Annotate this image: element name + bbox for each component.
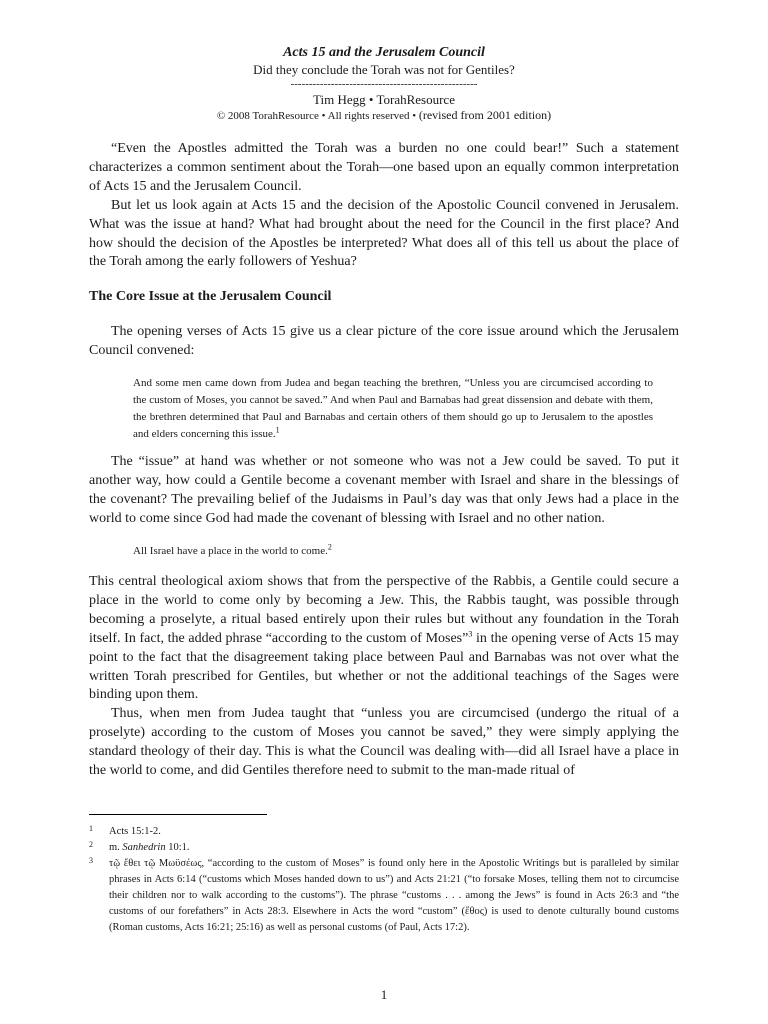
intro-paragraph-1: “Even the Apostles admitted the Torah was a burden no one could bear!” Such a statement characterizes a common sentiment about the Torah—one based upon an equally common interpretation of Acts 15 and the Jerusalem Council. (89, 141, 679, 194)
paragraph-text: in the opening verse of Acts 15 may point to the fact that the disagreement taking place between Paul and Barnabas was not over what the written Torah prescribed for Gentiles, but whether or not the additional teachings of the Sages were binding upon them. (89, 630, 680, 703)
author-line: Tim Hegg • TorahResource (313, 92, 455, 107)
block-quote-text: All Israel have a place in the world to come. (133, 544, 328, 557)
tractate-name: Sanhedrin (122, 842, 166, 853)
footnote-3 (89, 856, 679, 936)
block-quote-acts (133, 375, 653, 442)
footnote-ref-2[interactable]: 2 (327, 542, 332, 552)
copyright-text: © 2008 TorahResource • All rights reserved • (216, 110, 417, 122)
document-subtitle: Did they conclude the Torah was not for Gentiles? (253, 62, 515, 77)
header-rule: --------------------------------------------------- (290, 78, 478, 90)
footnote-text: τῷ ἔθει τῷ Μωϋσέως, “according to the custom of Moses” is found only here in the Apostolic Writings but is paralleled by similar phrases in Acts 6:14 (“customs which Moses handed down to us”) and Acts 21:21 (“to forsake Moses, telling them not to circumcise their children nor to walk according to the customs”). The phrase “customs . . . among the Jews” is found in Acts 26:3 and “the customs of our forefathers” in Acts 28:3. Elsewhere in Acts the word “custom” (ἔθος) is used to denote culturally bound customs (Roman customs, Acts 16:21; 25:16) as well as personal customs (of Paul, Acts 17:2). (109, 858, 679, 933)
footnote-1 (89, 824, 679, 840)
footnote-text: Acts 15:1-2. (109, 826, 161, 837)
edition-note: (revised from 2001 edition) (418, 108, 552, 122)
section-heading: The Core Issue at the Jerusalem Council (89, 289, 332, 305)
section-paragraph-3 (89, 573, 679, 705)
footnote-ref-3[interactable]: 3 (468, 629, 473, 639)
footnote-number: 3 (89, 856, 93, 865)
section-paragraph-4: Thus, when men from Judea taught that “unless you are circumcised (undergo the ritual of a proselyte) according to the custom of Moses you cannot be saved,” they were simply applying the standard theology of their day. This is what the Council was dealing with—did all Israel have a place in the world to come, and did Gentiles therefore need to submit to the man-made ritual of (89, 706, 679, 779)
block-quote-sanhedrin (133, 543, 679, 559)
section-paragraph-2: The “issue” at hand was whether or not someone who was not a Jew could be saved. To put it another way, how could a Gentile become a covenant member with Israel and share in the blessings of the covenant? The prevailing belief of the Judaisms in Paul’s day was that only Jews had a place in the world to come since God had made the covenant of blessing with Israel and no other nation. (89, 454, 679, 527)
footnote-separator (89, 814, 267, 815)
footnote-number: 2 (89, 840, 93, 849)
document-header (89, 44, 679, 124)
intro-paragraph-2: But let us look again at Acts 15 and the decision of the Apostolic Council convened in Jerusalem. What was the issue at hand? What had brought about the need for the Council in the first place? And how should the decision of the Apostles be interpreted? What does all of this tell us about the place of the Torah among the early followers of Yeshua? (89, 197, 679, 270)
document-page (89, 0, 679, 781)
copyright-line (89, 108, 679, 124)
page-number: 1 (380, 987, 388, 1002)
footnote-2 (89, 840, 679, 856)
footnote-text: m. Sanhedrin 10:1. (109, 842, 190, 853)
footnote-number: 1 (89, 824, 93, 833)
document-title: Acts 15 and the Jerusalem Council (283, 45, 485, 60)
block-quote-text: And some men came down from Judea and began teaching the brethren, “Unless you are circumcised according to the custom of Moses, you cannot be saved.” And when Paul and Barnabas had great dissension and debate with them, the brethren determined that Paul and Barnabas and certain others of them should go up to Jerusalem to the apostles and elders concerning this issue. (133, 377, 653, 440)
paragraph-text: This central theological axiom shows that from the perspective of the Rabbis, a Gentile could secure a place in the world to come only by becoming a Jew. This, the Rabbis taught, was possible through becoming a proselyte, a ritual based entirely upon their rules but without any foundation in the Torah itself. In fact, the added phrase “according to the custom of Moses” (89, 573, 679, 646)
section-paragraph-1: The opening verses of Acts 15 give us a clear picture of the core issue around which the Jerusalem Council convened: (89, 324, 679, 359)
footnote-ref-1[interactable]: 1 (275, 424, 280, 434)
